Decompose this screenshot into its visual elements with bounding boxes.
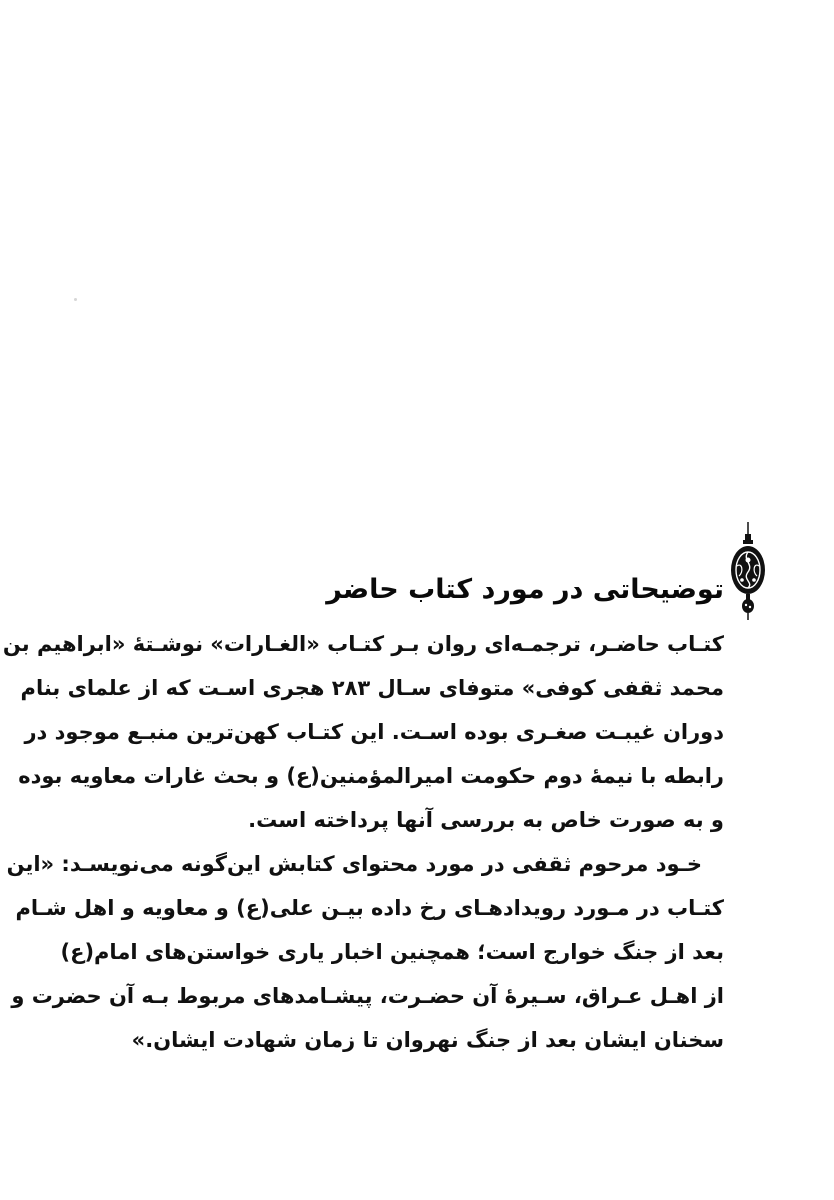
text-line: کتـاب در مـورد رویدادهـای رخ داده بیـن علی(ع) و معاویه و اهل شـام [15, 896, 724, 920]
text-line: دوران غیبـت صغـری بوده اسـت. این کتـاب کهن‌ترین منبـع موجود در [24, 720, 724, 744]
text-line: کتـاب حاضـر، ترجمـه‌ای روان بـر کتـاب «الغـارات» نوشـتهٔ «ابراهیم بن [2, 632, 724, 656]
text-line: بعد از جنگ خوارج است؛ همچنین اخبار یاری خواستن‌های امام(ع) [60, 940, 724, 964]
section-heading: توضیحاتی در مورد کتاب حاضر [326, 574, 724, 606]
section-header [0, 522, 834, 622]
paragraph [2, 622, 724, 842]
text-line: رابطه با نیمهٔ دوم حکومت امیرالمؤمنین(ع) و بحث غارات معاویه بوده [18, 764, 724, 788]
paragraph [6, 842, 724, 1062]
text-line: محمد ثقفی کوفی» متوفای سـال ۲۸۳ هجری اسـت که از علمای بنام [20, 676, 724, 700]
paper-speck [74, 298, 77, 301]
ornamental-pendant-icon [728, 522, 768, 622]
text-line: خـود مرحوم ثقفی در مورد محتوای کتابش این‌گونه می‌نویسـد: «این [6, 852, 702, 876]
text-line: سخنان ایشان بعد از جنگ نهروان تا زمان شهادت ایشان.» [131, 1028, 724, 1052]
text-line: و به صورت خاص به بررسی آنها پرداخته است. [248, 808, 724, 832]
text-line: از اهـل عـراق، سـیرهٔ آن حضـرت، پیشـامدهای مربوط بـه آن حضرت و [11, 984, 724, 1008]
body-text [2, 622, 724, 1062]
